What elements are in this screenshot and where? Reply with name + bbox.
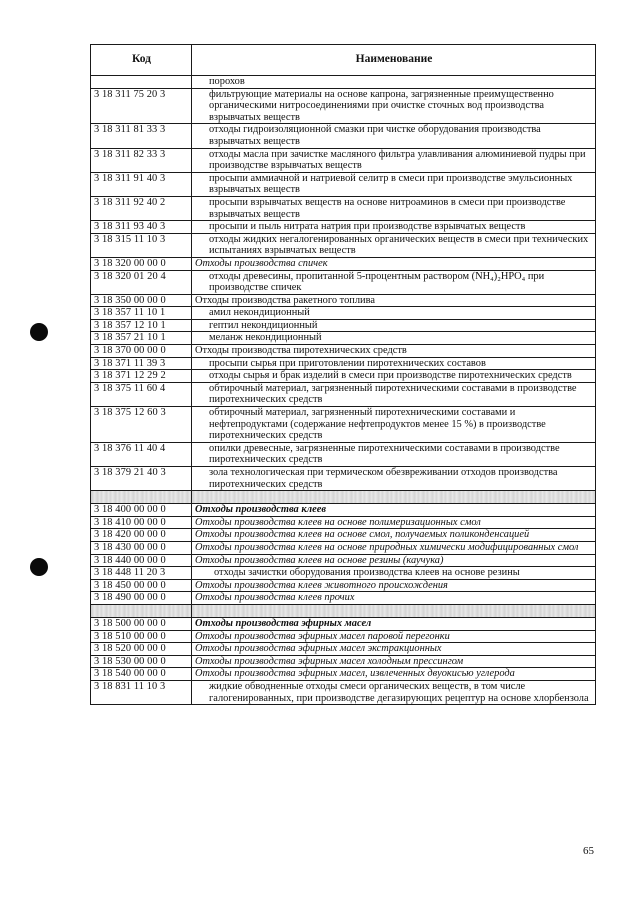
code-cell: 3 18 311 91 40 3: [91, 172, 192, 196]
table-row: [91, 148, 596, 172]
name-cell: просыпи аммиачной и натриевой селитр в смеси при производстве эмульсионных взрывчатых веществ: [192, 172, 596, 196]
name-cell: Отходы производства клеев на основе смол, получаемых поликонденсацией: [192, 529, 596, 542]
section-separator-row: [91, 604, 596, 617]
code-cell: 3 18 500 00 00 0: [91, 617, 192, 630]
table-row: [91, 294, 596, 307]
table-row: [91, 617, 596, 630]
code-cell: [91, 76, 192, 89]
name-cell: отходы зачистки оборудования производства клеев на основе резины: [192, 567, 596, 580]
name-cell: обтирочный материал, загрязненный пиротехническими составами в производстве пиротехнических средств: [192, 382, 596, 406]
code-cell: 3 18 530 00 00 0: [91, 655, 192, 668]
name-cell: просыпи и пыль нитрата натрия при производстве взрывчатых веществ: [192, 221, 596, 234]
waste-classification-table: [90, 44, 596, 705]
table-row: [91, 319, 596, 332]
name-cell: Отходы производства клеев животного происхождения: [192, 579, 596, 592]
code-cell: 3 18 370 00 00 0: [91, 345, 192, 358]
code-cell: 3 18 371 11 39 3: [91, 357, 192, 370]
code-cell: 3 18 375 11 60 4: [91, 382, 192, 406]
code-cell: 3 18 357 12 10 1: [91, 319, 192, 332]
separator-cell: [192, 491, 596, 504]
code-cell: 3 18 320 00 00 0: [91, 257, 192, 270]
code-cell: 3 18 540 00 00 0: [91, 668, 192, 681]
table-row: [91, 630, 596, 643]
code-cell: 3 18 315 11 10 3: [91, 233, 192, 257]
code-cell: 3 18 311 93 40 3: [91, 221, 192, 234]
name-cell: Отходы производства клеев прочих: [192, 592, 596, 605]
name-cell: Отходы производства клеев: [192, 504, 596, 517]
name-cell: просыпи взрывчатых веществ на основе нитроаминов в смеси при производстве взрывчатых веществ: [192, 196, 596, 220]
code-cell: 3 18 376 11 40 4: [91, 442, 192, 466]
name-cell: Отходы производства эфирных масел паровой перегонки: [192, 630, 596, 643]
table-row: [91, 124, 596, 148]
table-row: [91, 467, 596, 491]
table-row: [91, 592, 596, 605]
name-cell: обтирочный материал, загрязненный пиротехническими составами и нефтепродуктами (содержание нефтепродуктов менее 15 %) в производстве пиротехнических средств: [192, 407, 596, 443]
code-cell: 3 18 311 81 33 3: [91, 124, 192, 148]
name-cell: просыпи сырья при приготовлении пиротехнических составов: [192, 357, 596, 370]
code-cell: 3 18 831 11 10 3: [91, 680, 192, 704]
page-number: 65: [583, 845, 594, 857]
table-header-row: [91, 45, 596, 76]
table-row: [91, 567, 596, 580]
separator-cell: [192, 604, 596, 617]
code-cell: 3 18 448 11 20 3: [91, 567, 192, 580]
code-cell: 3 18 311 82 33 3: [91, 148, 192, 172]
code-cell: 3 18 490 00 00 0: [91, 592, 192, 605]
code-cell: 3 18 420 00 00 0: [91, 529, 192, 542]
table-row: [91, 504, 596, 517]
name-cell: отходы древесины, пропитанной 5-процентным раствором (NH₄)₂HPO₄ при производстве спичек: [192, 270, 596, 294]
code-cell: 3 18 510 00 00 0: [91, 630, 192, 643]
table-row: [91, 172, 596, 196]
name-cell: Отходы производства пиротехнических средств: [192, 345, 596, 358]
name-cell: зола технологическая при термическом обезвреживании отходов производства пиротехнических средств: [192, 467, 596, 491]
table-row: [91, 516, 596, 529]
code-cell: 3 18 320 01 20 4: [91, 270, 192, 294]
table-row: [91, 529, 596, 542]
table-row: [91, 345, 596, 358]
name-cell: меланж некондиционный: [192, 332, 596, 345]
name-cell: порохов: [192, 76, 596, 89]
name-cell: Отходы производства ракетного топлива: [192, 294, 596, 307]
code-cell: 3 18 371 12 29 2: [91, 370, 192, 383]
code-column-header: Код: [91, 45, 192, 76]
table-row: [91, 357, 596, 370]
code-cell: 3 18 379 21 40 3: [91, 467, 192, 491]
table-row: [91, 579, 596, 592]
name-cell: Отходы производства эфирных масел холодным прессингом: [192, 655, 596, 668]
table-row: [91, 668, 596, 681]
table-row: [91, 655, 596, 668]
table-row: [91, 541, 596, 554]
code-cell: 3 18 357 11 10 1: [91, 307, 192, 320]
code-cell: 3 18 520 00 00 0: [91, 643, 192, 656]
name-cell: гептил некондиционный: [192, 319, 596, 332]
punch-hole-icon: [30, 558, 48, 576]
code-cell: 3 18 311 92 40 2: [91, 196, 192, 220]
name-cell: опилки древесные, загрязненные пиротехническими составами в производстве пиротехнических средств: [192, 442, 596, 466]
table-row: [91, 221, 596, 234]
name-cell: Отходы производства эфирных масел экстракционных: [192, 643, 596, 656]
table-row: [91, 196, 596, 220]
separator-cell: [91, 604, 192, 617]
table-row: [91, 680, 596, 704]
name-cell: Отходы производства спичек: [192, 257, 596, 270]
name-column-header: Наименование: [192, 45, 596, 76]
table-row: [91, 257, 596, 270]
code-cell: 3 18 430 00 00 0: [91, 541, 192, 554]
table-row: [91, 407, 596, 443]
name-cell: Отходы производства клеев на основе природных химически модифицированных смол: [192, 541, 596, 554]
name-cell: Отходы производства эфирных масел: [192, 617, 596, 630]
punch-hole-icon: [30, 323, 48, 341]
table-row: [91, 88, 596, 124]
name-cell: отходы масла при зачистке масляного фильтра улавливания алюминиевой пудры при производстве взрывчатых веществ: [192, 148, 596, 172]
table-row: [91, 332, 596, 345]
table-row: [91, 382, 596, 406]
code-cell: 3 18 400 00 00 0: [91, 504, 192, 517]
table-row: [91, 76, 596, 89]
separator-cell: [91, 491, 192, 504]
name-cell: отходы жидких негалогенированных органических веществ в смеси при технических испытаниях взрывчатых веществ: [192, 233, 596, 257]
table-row: [91, 233, 596, 257]
code-cell: 3 18 375 12 60 3: [91, 407, 192, 443]
name-cell: жидкие обводненные отходы смеси органических веществ, в том числе галогенированных, при производстве дегазирующих рецептур на основе хлорбензола: [192, 680, 596, 704]
table-row: [91, 554, 596, 567]
name-cell: Отходы производства клеев на основе резины (каучука): [192, 554, 596, 567]
section-separator-row: [91, 491, 596, 504]
code-cell: 3 18 311 75 20 3: [91, 88, 192, 124]
code-cell: 3 18 357 21 10 1: [91, 332, 192, 345]
table-row: [91, 307, 596, 320]
table-body: [91, 76, 596, 705]
table-row: [91, 442, 596, 466]
code-cell: 3 18 440 00 00 0: [91, 554, 192, 567]
name-cell: Отходы производства клеев на основе полимеризационных смол: [192, 516, 596, 529]
name-cell: отходы сырья и брак изделий в смеси при производстве пиротехнических средств: [192, 370, 596, 383]
code-cell: 3 18 450 00 00 0: [91, 579, 192, 592]
table-row: [91, 270, 596, 294]
name-cell: фильтрующие материалы на основе капрона, загрязненные преимущественно органическими нитросоединениями при очистке сточных вод производства взрывчатых веществ: [192, 88, 596, 124]
table-row: [91, 643, 596, 656]
table-row: [91, 370, 596, 383]
name-cell: Отходы производства эфирных масел, извлеченных двуокисью углерода: [192, 668, 596, 681]
name-cell: отходы гидроизоляционной смазки при чистке оборудования производства взрывчатых веществ: [192, 124, 596, 148]
code-cell: 3 18 410 00 00 0: [91, 516, 192, 529]
name-cell: амил некондиционный: [192, 307, 596, 320]
code-cell: 3 18 350 00 00 0: [91, 294, 192, 307]
